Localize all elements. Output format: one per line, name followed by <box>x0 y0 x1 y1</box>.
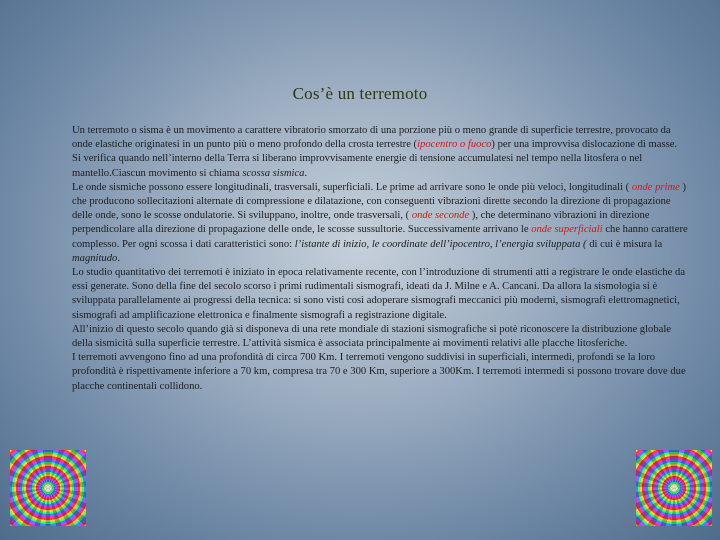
term-onde-prime: onde prime <box>631 181 680 193</box>
paragraph-waves <box>72 181 690 266</box>
paragraph-history: Lo studio quantitativo dei terremoti è iniziato in epoca relativamente recente, con l’introduzione di strumenti atti a registrare le onde elastiche da essi generate. Sono della fine del secolo scorso i primi rudimentali sismografi, ideati da J. Milne e A. Cancani. Da allora la sismologia si è sviluppata parallelamente ai progressi della tecnica: si sono visti così adoperare sismografi meccanici più moderni, sismografi elettromagnetici, sismografi ad amplificazione elettronica e finalmente sismografi a registrazione digitale. <box>72 267 686 321</box>
fractal-pattern-icon <box>636 450 712 526</box>
paragraph-depth: I terremoti avvengono fino ad una profondità di circa 700 Km. I terremoti vengono suddivisi in superficiali, intermedi, profondi se la loro profondità è rispettivamente inferiore a 70 km, compresa tra 70 e 300 Km, superiore a 300Km. I terremoti intermedi si possono trovare dove due placche continentali collidono. <box>72 352 686 392</box>
term-onde-seconde: onde seconde <box>411 210 470 222</box>
term-ipocentro: ipocentro o fuoco <box>417 139 492 151</box>
slide-body <box>72 124 690 394</box>
text-run: Un terremoto o sisma è un movimento a carattere vibratorio smorzato di una porzione più o meno grande di superficie terrestre, provocato da onde elastiche originatesi in un punto più o meno profondo della crosta terrestre ( <box>72 125 671 151</box>
term-scossa-sismica: scossa sismica <box>242 167 305 179</box>
paragraph-definition <box>72 124 690 152</box>
text-run: ) che producono sollecitazioni alternate di compressione e dilatazione, con conseguenti vibrazioni dirette secondo la direzione di propagazione delle onde, sono le scosse ondulatorie. Si sviluppano, inoltre, onde trasversali, ( <box>72 181 687 222</box>
term-magnitudo: magnitudo <box>72 252 118 264</box>
paragraph-distribution: All’inizio di questo secolo quando già si disponeva di una rete mondiale di stazioni sismografiche si potè riconoscere la distribuzione globale della sismicità sulla superficie terrestre. L’attività sismica è associata principalmente ai movimenti relativi alle placche litosferiche. <box>72 323 671 350</box>
text-run: di cui è misura la <box>586 238 663 250</box>
text-run: . <box>117 252 120 264</box>
term-characteristics: l’istante di inizio, le coordinate dell’ipocentro, l’energia sviluppata ( <box>294 238 587 250</box>
text-run: Le onde sismiche possono essere longitudinali, trasversali, superficiali. Le prime ad arrivare sono le onde più veloci, longitudinali ( <box>72 181 632 193</box>
text-run: ) per una improvvisa dislocazione di masse. <box>491 139 678 151</box>
fractal-pattern-icon <box>10 450 86 526</box>
slide-title: Cos’è un terremoto <box>292 84 428 103</box>
paragraph-origin <box>72 152 690 180</box>
term-onde-superficiali: onde superficiali <box>531 224 603 236</box>
text-run: Si verifica quando nell’interno della Terra si liberano improvvisamente energie di tensione accumulatesi nel tempo nella litosfera o nel mantello.Ciascun movimento si chiama <box>72 153 643 179</box>
text-run: che hanno carattere complesso. Per ogni scossa i dati caratteristici sono: <box>72 224 688 250</box>
text-run: . <box>304 167 308 179</box>
text-run: ), che determinano vibrazioni in direzione perpendicolare alla direzione di propagazione delle onde, le scosse sussultorie. Successivamente arrivano le <box>72 210 650 236</box>
